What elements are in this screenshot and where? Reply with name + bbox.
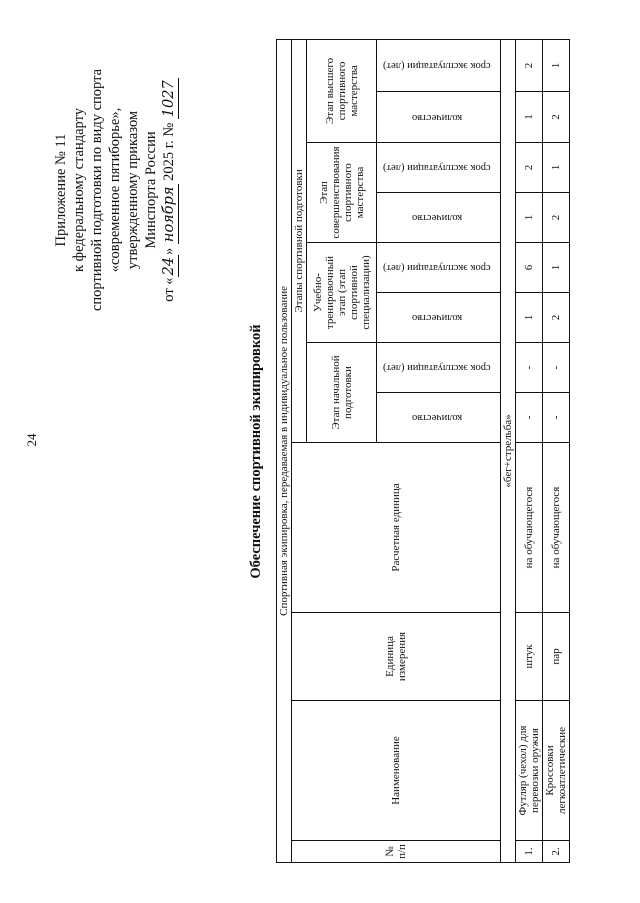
table-row [543, 39, 570, 862]
header-term: срок эксплуатации (лет) [377, 243, 501, 293]
row-value: 1 [543, 243, 570, 293]
header-stage-1: Этап начальной подготовки [307, 343, 377, 443]
header-name: Наименование [292, 701, 501, 841]
appendix-line: утвержденному приказом [125, 110, 141, 270]
header-term: срок эксплуатации (лет) [377, 39, 501, 91]
document-title: Обеспечение спортивной экипировкой [248, 324, 264, 579]
row-value: 2 [516, 39, 543, 91]
row-unit: штук [516, 613, 543, 701]
table-header-top: Спортивная экипировка, передаваемая в индивидуальное пользование [277, 39, 292, 862]
row-calc: на обучающегося [543, 443, 570, 613]
row-value: 6 [516, 243, 543, 293]
header-term: срок эксплуатации (лет) [377, 343, 501, 393]
row-unit: пар [543, 613, 570, 701]
row-value: 1 [516, 193, 543, 243]
header-qty: количество [377, 193, 501, 243]
row-value: 2 [543, 92, 570, 143]
page-number: 24 [24, 433, 39, 447]
appendix-line: «современное пятиборье», [107, 107, 123, 273]
row-value: 1 [543, 39, 570, 91]
handwritten-month: ноября [161, 186, 177, 243]
row-num: 2. [543, 841, 570, 863]
table-row [516, 39, 543, 862]
appendix-line: спортивной подготовки по виду спорта [89, 68, 105, 312]
row-value: - [543, 393, 570, 443]
header-stage-3: Этап совершенствования спортивного мастерства [307, 143, 377, 243]
section-row: «бег+стрельба» [501, 39, 516, 862]
appendix-line: к федеральному стандарту [71, 108, 87, 272]
header-stages: Этапы спортивной подготовки [292, 39, 307, 442]
header-num: № п/п [292, 841, 501, 863]
rotated-page [40, 40, 600, 863]
row-num: 1. [516, 841, 543, 863]
row-value: - [516, 393, 543, 443]
appendix-line: Приложение № 11 [53, 133, 69, 247]
header-term: срок эксплуатации (лет) [377, 143, 501, 193]
row-name: Футляр (чехол) для перевозки оружия [516, 701, 543, 841]
row-value: - [543, 343, 570, 393]
row-value: 1 [516, 293, 543, 343]
row-value: 2 [543, 193, 570, 243]
appendix-block [52, 40, 179, 340]
header-unit: Единица измерения [292, 613, 501, 701]
header-stage-4: Этап высшего спортивного мастерства [307, 39, 377, 142]
header-calc: Расчетная единица [292, 443, 501, 613]
handwritten-day: 24 [161, 256, 177, 276]
row-value: - [516, 343, 543, 393]
row-value: 2 [516, 143, 543, 193]
appendix-line: Минспорта России [143, 131, 159, 249]
equipment-table [276, 39, 570, 863]
row-value: 2 [543, 293, 570, 343]
row-name: Кроссовки легкоатлетические [543, 701, 570, 841]
header-qty: количество [377, 293, 501, 343]
header-stage-2: Учебно-тренировочный этап (этап спортивной специализации) [307, 243, 377, 343]
handwritten-number: 1027 [161, 80, 177, 118]
appendix-date-line: от «24» ноября 2025 г. № 1027 [161, 80, 177, 302]
header-qty: количество [377, 92, 501, 143]
row-value: 1 [543, 143, 570, 193]
row-calc: на обучающегося [516, 443, 543, 613]
row-value: 1 [516, 92, 543, 143]
header-qty: количество [377, 393, 501, 443]
